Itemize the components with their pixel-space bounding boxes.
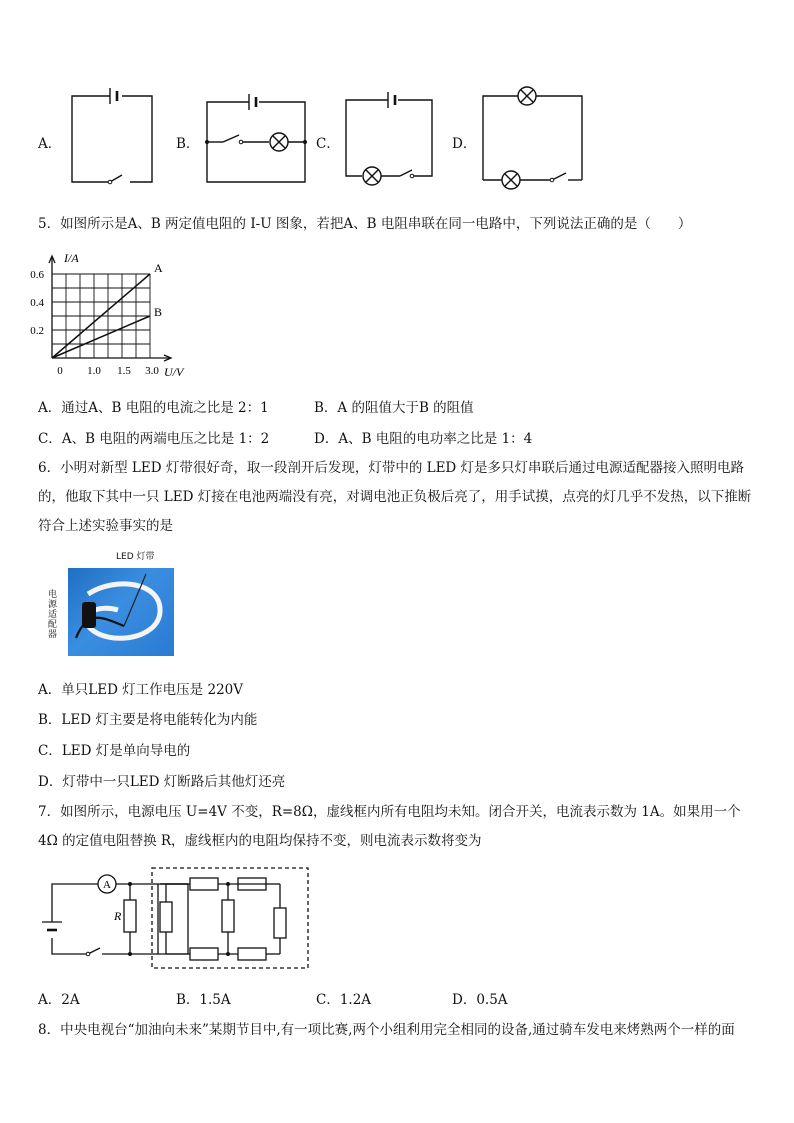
line-b-label: B: [154, 305, 163, 319]
circuit-diagram-d: [480, 82, 586, 194]
q5-option-b: B．A 的阻值大于B 的阻值: [314, 400, 474, 416]
circuit-diagram-c: [344, 90, 436, 190]
q6-option-c: C．LED 灯是单向导电的: [38, 743, 191, 759]
photo-label-adapter: 电源适配器: [48, 590, 58, 640]
circuit-diagram-b: [205, 92, 307, 184]
resistor-r-label: R: [114, 909, 122, 923]
question-6-stem: 6．小明对新型 LED 灯带很好奇，取一段剖开后发现，灯带中的 LED 灯是多只灯串联后通过电源适配器接入照明电路的，他取下其中一只 LED 灯接在电池两端没有亮，对调电池正负极后亮了，用手试摸，点亮的灯几乎不发热，以下推断符合上述实验事实的是: [38, 460, 752, 534]
q5-option-d: D．A、B 电阻的电功率之比是 1：4: [314, 431, 533, 447]
q6-option-b: B．LED 灯主要是将电能转化为内能: [38, 712, 258, 728]
q7-option-b: B．1.5A: [176, 992, 231, 1008]
y-axis-label: I/A: [64, 251, 79, 265]
q6-option-d: D．灯带中一只LED 灯断路后其他灯还亮: [38, 774, 286, 790]
y-tick-label: 0.2: [30, 325, 44, 337]
ammeter-label: A: [103, 879, 111, 891]
option-label-a: A．: [38, 136, 62, 152]
iu-graph: [30, 250, 200, 380]
question-7-stem: 7．如图所示，电源电压 U=4V 不变，R=8Ω，虚线框内所有电阻均未知。闭合开关，电流表示数为 1A。如果用一个 4Ω 的定值电阻替换 R，虚线框内的电阻均保持不变，则电流表示数将变为: [38, 804, 741, 849]
led-strip-photo-detail: [68, 568, 174, 656]
series-line-b: [52, 316, 150, 358]
question-5-stem: 5．如图所示是A、B 两定值电阻的 I-U 图象，若把A、B 电阻串联在同一电路中，下列说法正确的是（ ）: [38, 216, 692, 232]
option-label-b: B．: [176, 136, 200, 152]
x-tick-label: 3.0: [145, 365, 159, 377]
q7-option-c: C．1.2A: [316, 992, 372, 1008]
photo-label-led-strip: LED 灯带: [116, 552, 155, 562]
x-tick-label: 1.0: [87, 365, 101, 377]
x-tick-label: 0: [57, 365, 63, 377]
q5-option-c: C．A、B 电阻的两端电压之比是 1：2: [38, 431, 270, 447]
option-label-d: D．: [452, 136, 477, 152]
option-label-c: C．: [316, 136, 340, 152]
circuit-diagram-q7: [38, 864, 314, 974]
question-8-stem: 8．中央电视台“加油向未来”某期节目中,有一项比赛,两个小组利用完全相同的设备,通过骑车发电来烤熟两个一样的面: [38, 1022, 735, 1038]
line-a-label: A: [154, 261, 163, 275]
circuit-diagram-a: [70, 86, 154, 186]
y-tick-label: 0.4: [30, 297, 44, 309]
q7-option-a: A．2A: [38, 992, 80, 1008]
y-tick-label: 0.6: [30, 269, 44, 281]
q7-option-d: D．0.5A: [452, 992, 508, 1008]
q6-option-a: A．单只LED 灯工作电压是 220V: [38, 682, 243, 698]
x-tick-label: 1.5: [117, 365, 131, 377]
x-axis-label: U/V: [164, 365, 184, 379]
q5-option-a: A．通过A、B 电阻的电流之比是 2：1: [38, 400, 269, 416]
